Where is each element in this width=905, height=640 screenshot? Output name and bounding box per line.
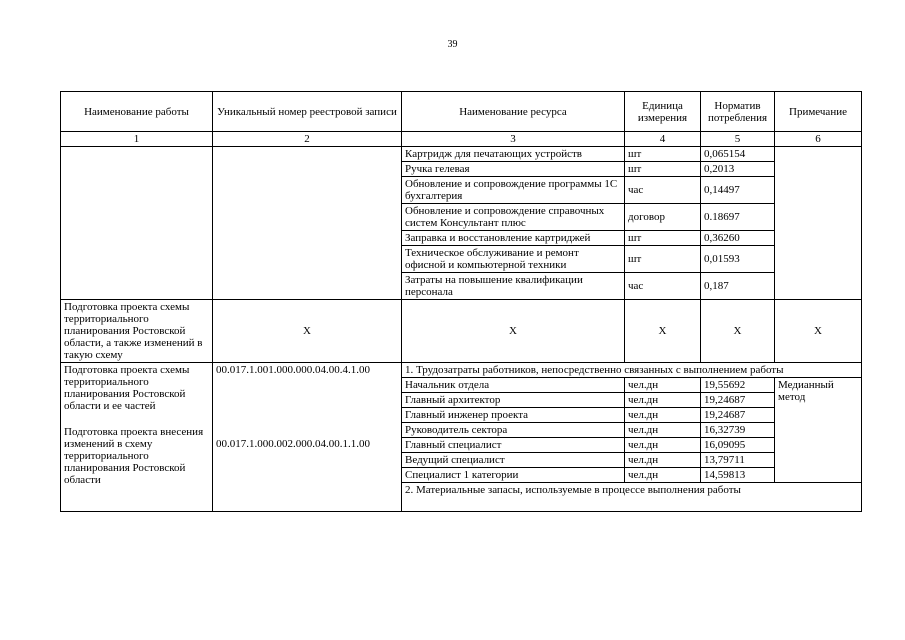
column-number: 1 [61,132,213,147]
resource-norm: 19,24687 [701,408,775,423]
resource-norm: 19,55692 [701,378,775,393]
resource-norm: 16,09095 [701,438,775,453]
header-registry-number: Уникальный номер реестровой записи [213,92,402,132]
resource-name: Главный инженер проекта [402,408,625,423]
registry-number-cell [213,363,402,512]
resource-norm: 13,79711 [701,453,775,468]
table-header-row [61,92,862,132]
note: Медианный метод [775,378,862,483]
resource-name: Начальник отдела [402,378,625,393]
column-number: 5 [701,132,775,147]
resource-norm: 0,2013 [701,162,775,177]
norm-x: X [701,300,775,363]
note-cell [775,147,862,300]
resource-norm: 0,36260 [701,231,775,246]
column-number-row [61,132,862,147]
resource-norm: 0.18697 [701,204,775,231]
registry-number-x: X [213,300,402,363]
resource-unit: чел.дн [625,453,701,468]
work-name: Подготовка проекта внесения изменений в схему территориального планирования Ростовской области [64,426,204,486]
resource-unit: час [625,273,701,300]
resource-name: Заправка и восстановление картриджей [402,231,625,246]
column-number: 4 [625,132,701,147]
resource-norm: 0,065154 [701,147,775,162]
unit-x: X [625,300,701,363]
resource-name-x: X [402,300,625,363]
column-number: 3 [402,132,625,147]
resource-unit: час [625,177,701,204]
work-name: Подготовка проекта схемы территориального планирования Ростовской области, а также изменений в такую схему [61,300,213,363]
resource-unit: чел.дн [625,468,701,483]
table-row [61,147,862,162]
resource-norm: 16,32739 [701,423,775,438]
resource-name: Главный специалист [402,438,625,453]
resource-name: Главный архитектор [402,393,625,408]
resource-unit: чел.дн [625,378,701,393]
resource-unit: шт [625,162,701,177]
resource-name: Обновление и сопровождение справочных систем Консультант плюс [402,204,625,231]
resource-name: Техническое обслуживание и ремонт офисной и компьютерной техники [402,246,625,273]
resource-unit: договор [625,204,701,231]
resource-unit: чел.дн [625,423,701,438]
note-x: X [775,300,862,363]
resource-norm: 0,14497 [701,177,775,204]
resource-name: Обновление и сопровождение программы 1С бухгалтерия [402,177,625,204]
resource-norm: 19,24687 [701,393,775,408]
registry-number: 00.017.1.001.000.000.04.00.4.1.00 [216,364,370,376]
norms-table [60,91,862,512]
resource-unit: чел.дн [625,408,701,423]
resource-name: Картридж для печатающих устройств [402,147,625,162]
registry-number-cell [213,147,402,300]
header-note: Примечание [775,92,862,132]
column-number: 6 [775,132,862,147]
registry-number: 00.017.1.000.002.000.04.00.1.1.00 [216,438,370,450]
header-unit: Единица измерения [625,92,701,132]
resource-norm: 0,01593 [701,246,775,273]
resource-unit: чел.дн [625,438,701,453]
work-name-cell [61,363,213,512]
resource-unit: шт [625,147,701,162]
resource-name: Ручка гелевая [402,162,625,177]
resource-name: Руководитель сектора [402,423,625,438]
resource-unit: шт [625,231,701,246]
resource-unit: чел.дн [625,393,701,408]
header-work-name: Наименование работы [61,92,213,132]
section-title: 2. Материальные запасы, используемые в процессе выполнения работы [402,483,862,512]
section-title: 1. Трудозатраты работников, непосредственно связанных с выполнением работы [402,363,862,378]
work-name: Подготовка проекта схемы территориального планирования Ростовской области и ее частей [64,364,190,412]
column-number: 2 [213,132,402,147]
page-number: 39 [447,39,458,50]
resource-norm: 0,187 [701,273,775,300]
resource-name: Затраты на повышение квалификации персонала [402,273,625,300]
resource-unit: шт [625,246,701,273]
resource-name: Специалист 1 категории [402,468,625,483]
header-norm: Норматив потребления [701,92,775,132]
resource-norm: 14,59813 [701,468,775,483]
resource-name: Ведущий специалист [402,453,625,468]
x-row [61,300,862,363]
work-name-cell [61,147,213,300]
header-resource-name: Наименование ресурса [402,92,625,132]
section-row [61,363,862,378]
